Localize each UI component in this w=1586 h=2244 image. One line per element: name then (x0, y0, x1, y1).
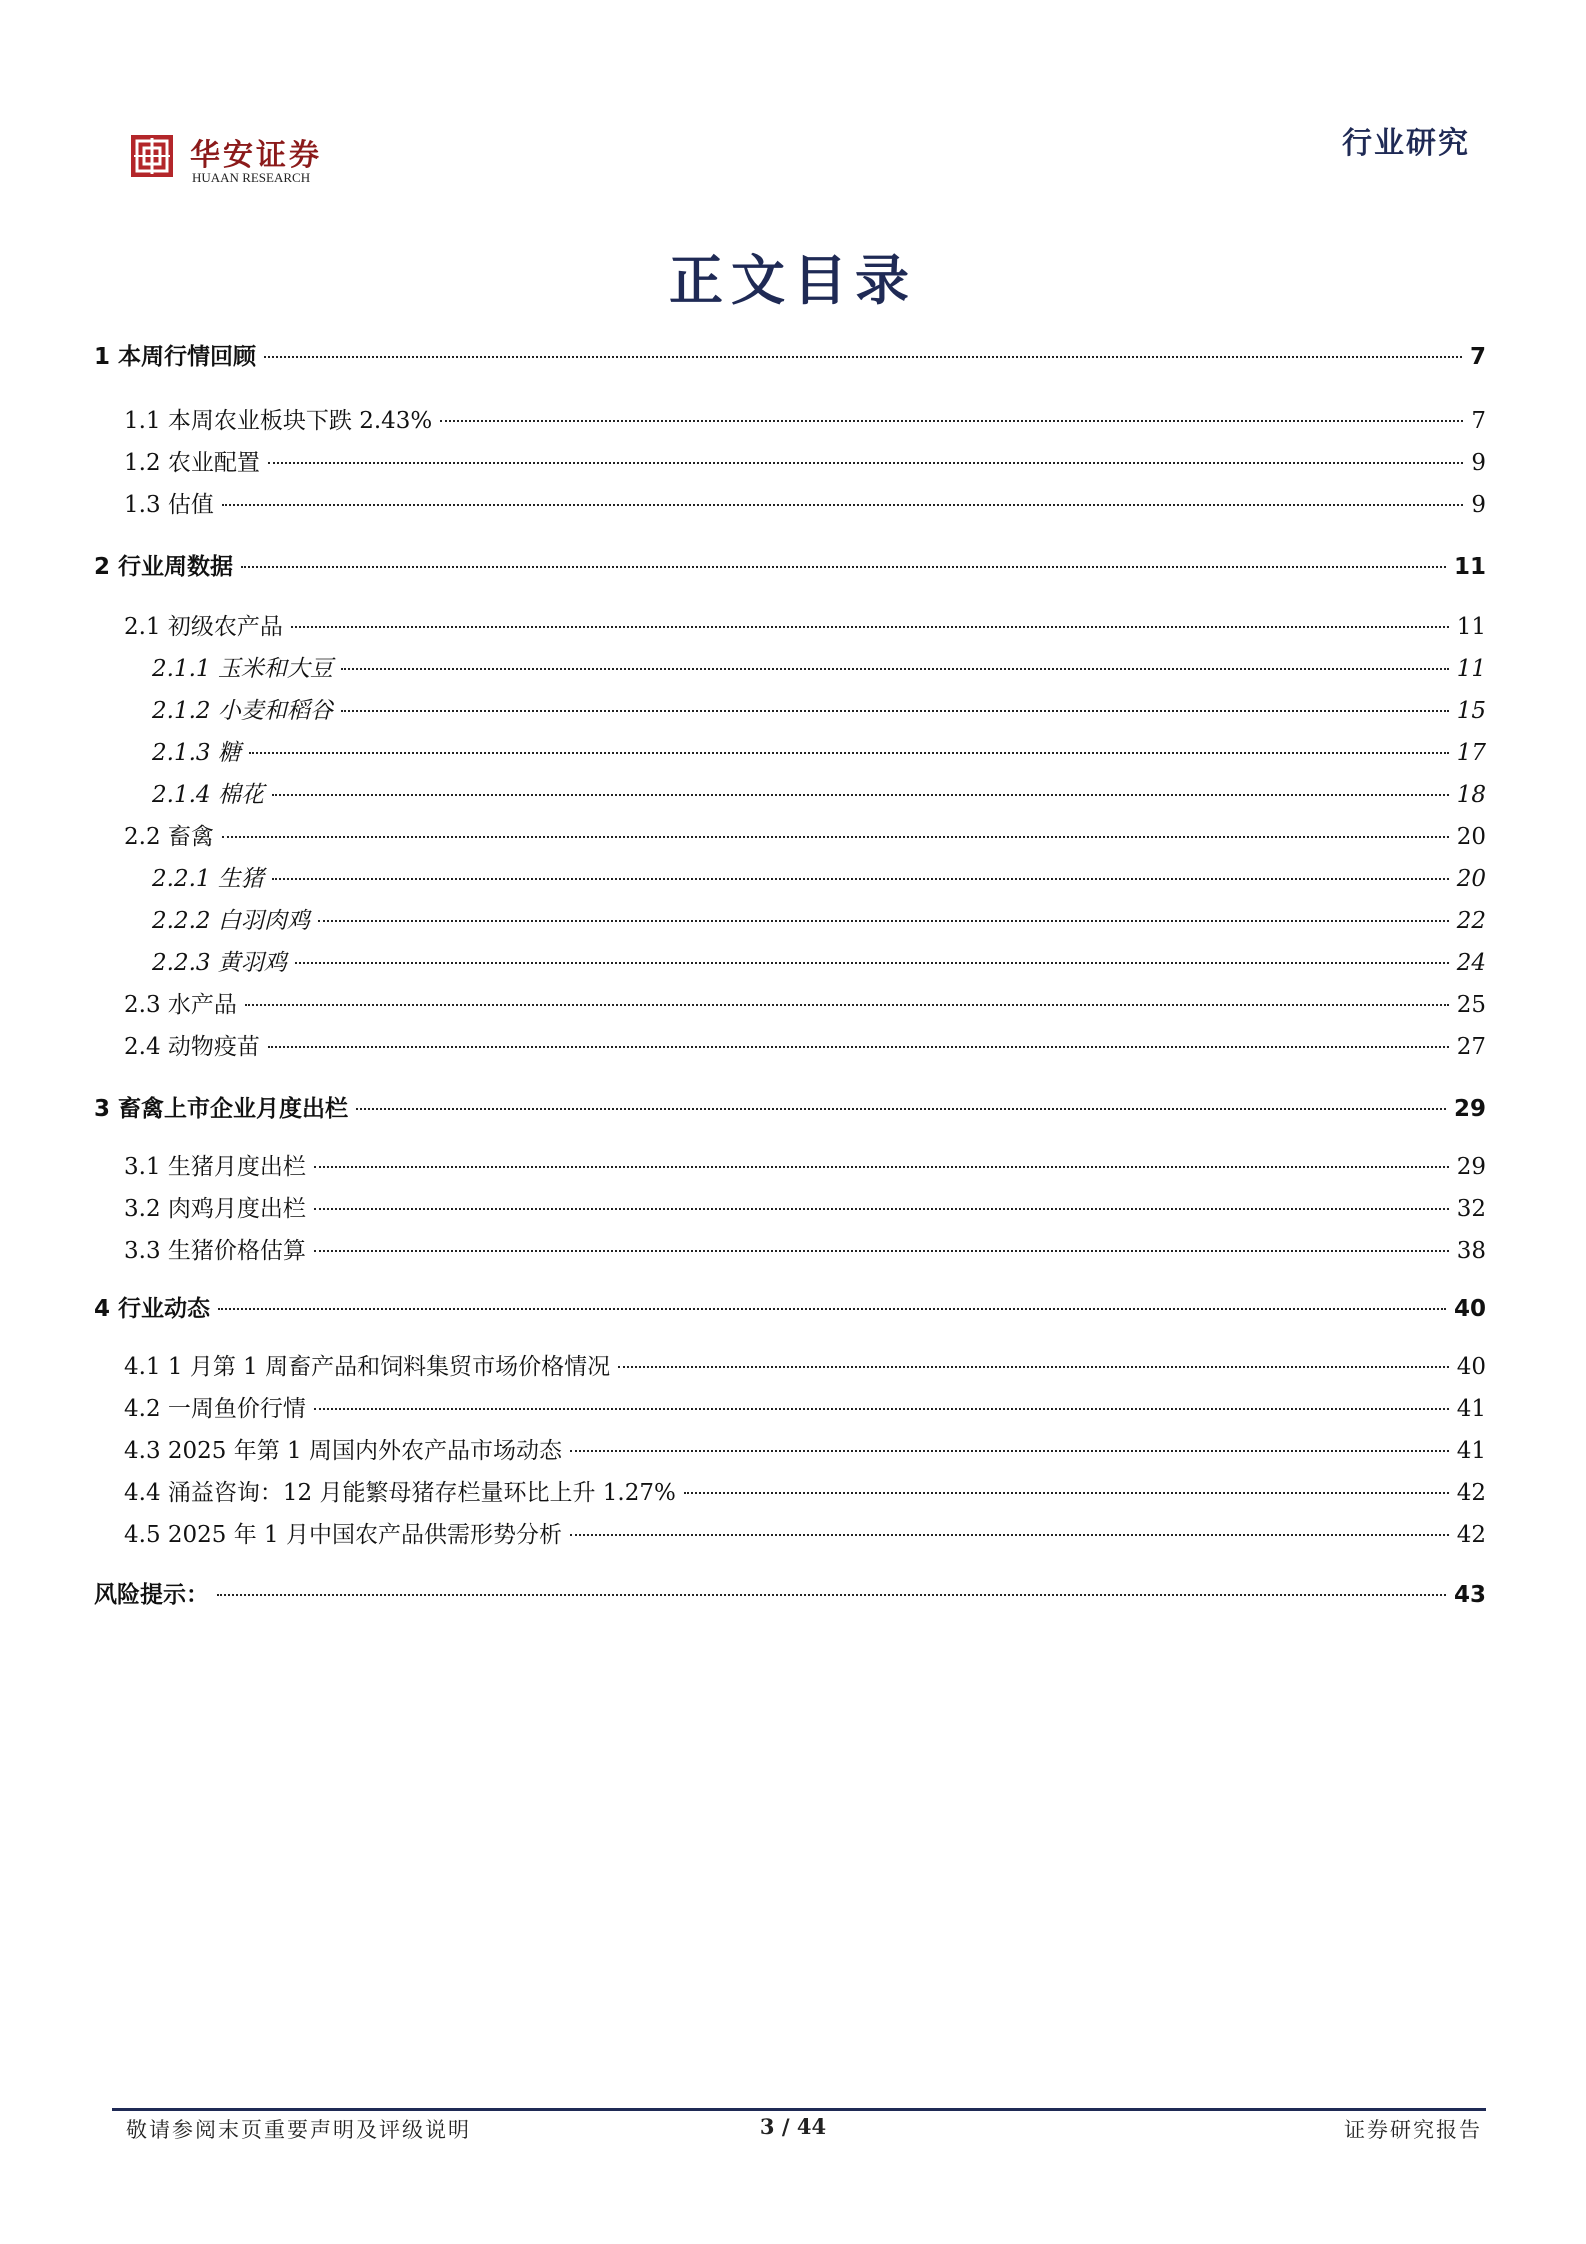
toc-entry-label: 风险提示： (94, 1582, 209, 1608)
toc-entry[interactable] (94, 1148, 1486, 1181)
toc-entry-page: 20 (1456, 866, 1486, 892)
toc-entry[interactable] (94, 1576, 1486, 1609)
toc-entry[interactable] (94, 1232, 1486, 1265)
toc-leader-dots (684, 1492, 1449, 1494)
toc-entry[interactable] (94, 402, 1486, 435)
toc-entry[interactable] (94, 338, 1486, 371)
toc-leader-dots (570, 1450, 1449, 1452)
toc-entry-page: 20 (1456, 824, 1486, 850)
huaan-logo-icon (130, 134, 174, 178)
company-logo (130, 130, 320, 190)
toc-entry-page: 32 (1456, 1196, 1486, 1222)
toc-leader-dots (272, 878, 1449, 880)
toc-entry-page: 41 (1456, 1396, 1486, 1422)
toc-entry[interactable] (94, 1516, 1486, 1549)
toc-entry[interactable] (94, 1190, 1486, 1223)
toc-entry-label: 2.1.2 小麦和稻谷 (152, 698, 333, 724)
toc-entry[interactable] (94, 1348, 1486, 1381)
toc-entry-page: 27 (1456, 1034, 1486, 1060)
toc-entry-page: 29 (1453, 1096, 1486, 1122)
toc-entry-label: 2.2 畜禽 (124, 824, 214, 850)
toc-entry[interactable] (94, 444, 1486, 477)
toc-leader-dots (314, 1408, 1449, 1410)
toc-entry[interactable] (94, 818, 1486, 851)
toc-entry[interactable] (94, 986, 1486, 1019)
toc-entry-label: 4 行业动态 (94, 1296, 211, 1322)
toc-entry-label: 2.1 初级农产品 (124, 614, 283, 640)
toc-entry-label: 2.1.3 糖 (152, 740, 241, 766)
toc-entry[interactable] (94, 1290, 1486, 1323)
toc-entry-label: 1 本周行情回顾 (94, 344, 257, 370)
toc-entry-page: 29 (1456, 1154, 1486, 1180)
toc-entry-page: 11 (1456, 614, 1486, 640)
toc-entry[interactable] (94, 1090, 1486, 1123)
toc-entry[interactable] (94, 486, 1486, 519)
report-category: 行业研究 (1342, 126, 1470, 161)
toc-entry-label: 4.1 1 月第 1 周畜产品和饲料集贸市场价格情况 (124, 1354, 611, 1380)
toc-entry-page: 7 (1469, 344, 1486, 370)
toc-entry-page: 9 (1471, 450, 1486, 476)
toc-entry-page: 15 (1456, 698, 1486, 724)
toc-leader-dots (222, 504, 1463, 506)
toc-entry-label: 4.4 涌益咨询：12 月能繁母猪存栏量环比上升 1.27% (124, 1480, 676, 1506)
toc-entry-page: 43 (1453, 1582, 1486, 1608)
toc-entry-label: 4.5 2025 年 1 月中国农产品供需形势分析 (124, 1522, 562, 1548)
toc-entry-label: 3.2 肉鸡月度出栏 (124, 1196, 306, 1222)
toc-entry[interactable] (94, 1390, 1486, 1423)
toc-entry-label: 4.2 一周鱼价行情 (124, 1396, 306, 1422)
toc-entry-page: 42 (1456, 1522, 1486, 1548)
toc-leader-dots (245, 1004, 1449, 1006)
toc-entry-label: 2.2.1 生猪 (152, 866, 264, 892)
toc-entry-page: 41 (1456, 1438, 1486, 1464)
toc-entry-label: 2.1.1 玉米和大豆 (152, 656, 333, 682)
toc-entry-page: 38 (1456, 1238, 1486, 1264)
toc-leader-dots (272, 794, 1449, 796)
toc-leader-dots (314, 1208, 1449, 1210)
toc-entry-label: 4.3 2025 年第 1 周国内外农产品市场动态 (124, 1438, 562, 1464)
toc-entry-page: 40 (1453, 1296, 1486, 1322)
toc-entry[interactable] (94, 608, 1486, 641)
toc-entry-label: 3.1 生猪月度出栏 (124, 1154, 306, 1180)
toc-leader-dots (291, 626, 1449, 628)
toc-entry-label: 2.2.2 白羽肉鸡 (152, 908, 310, 934)
toc-entry-page: 9 (1471, 492, 1486, 518)
page-title: 正文目录 (669, 248, 917, 312)
toc-entry-label: 1.2 农业配置 (124, 450, 260, 476)
toc-entry-page: 40 (1456, 1354, 1486, 1380)
toc-leader-dots (295, 962, 1449, 964)
toc-entry-label: 2 行业周数据 (94, 554, 234, 580)
toc-entry[interactable] (94, 776, 1486, 809)
toc-entry-label: 3 畜禽上市企业月度出栏 (94, 1096, 349, 1122)
toc-leader-dots (222, 836, 1449, 838)
toc-leader-dots (268, 1046, 1449, 1048)
logo-chinese-name: 华安证券 (190, 138, 322, 173)
toc-entry[interactable] (94, 860, 1486, 893)
toc-leader-dots (249, 752, 1449, 754)
toc-leader-dots (241, 566, 1446, 568)
toc-leader-dots (217, 1594, 1446, 1596)
toc-leader-dots (314, 1166, 1449, 1168)
toc-leader-dots (440, 420, 1463, 422)
toc-leader-dots (264, 356, 1462, 358)
toc-leader-dots (318, 920, 1449, 922)
toc-entry-label: 1.1 本周农业板块下跌 2.43% (124, 408, 433, 434)
toc-entry[interactable] (94, 944, 1486, 977)
toc-entry-page: 18 (1456, 782, 1486, 808)
toc-leader-dots (314, 1250, 1449, 1252)
toc-entry-page: 22 (1456, 908, 1486, 934)
toc-entry[interactable] (94, 650, 1486, 683)
toc-entry[interactable] (94, 734, 1486, 767)
toc-entry-page: 11 (1453, 554, 1486, 580)
toc-entry[interactable] (94, 1474, 1486, 1507)
toc-entry[interactable] (94, 1432, 1486, 1465)
toc-entry[interactable] (94, 692, 1486, 725)
toc-entry-label: 3.3 生猪价格估算 (124, 1238, 306, 1264)
toc-entry[interactable] (94, 548, 1486, 581)
toc-leader-dots (618, 1366, 1449, 1368)
toc-entry-label: 2.4 动物疫苗 (124, 1034, 260, 1060)
toc-entry-page: 42 (1456, 1480, 1486, 1506)
footer-report-type: 证券研究报告 (1344, 2118, 1482, 2142)
toc-entry-page: 24 (1456, 950, 1486, 976)
toc-leader-dots (570, 1534, 1449, 1536)
toc-entry[interactable] (94, 902, 1486, 935)
toc-entry-label: 2.2.3 黄羽鸡 (152, 950, 287, 976)
toc-leader-dots (268, 462, 1463, 464)
page-number: 3 / 44 (759, 2114, 827, 2139)
toc-leader-dots (356, 1108, 1446, 1110)
toc-entry-label: 1.3 估值 (124, 492, 214, 518)
toc-leader-dots (341, 668, 1449, 670)
footer-disclaimer: 敬请参阅末页重要声明及评级说明 (126, 2118, 471, 2142)
footer-divider (112, 2108, 1486, 2111)
toc-entry-page: 17 (1456, 740, 1486, 766)
toc-entry[interactable] (94, 1028, 1486, 1061)
toc-entry-label: 2.3 水产品 (124, 992, 237, 1018)
logo-english-name: HUAAN RESEARCH (192, 170, 311, 185)
toc-leader-dots (218, 1308, 1446, 1310)
toc-leader-dots (341, 710, 1449, 712)
toc-entry-page: 7 (1471, 408, 1486, 434)
toc-entry-label: 2.1.4 棉花 (152, 782, 264, 808)
toc-entry-page: 11 (1456, 656, 1486, 682)
toc-entry-page: 25 (1456, 992, 1486, 1018)
